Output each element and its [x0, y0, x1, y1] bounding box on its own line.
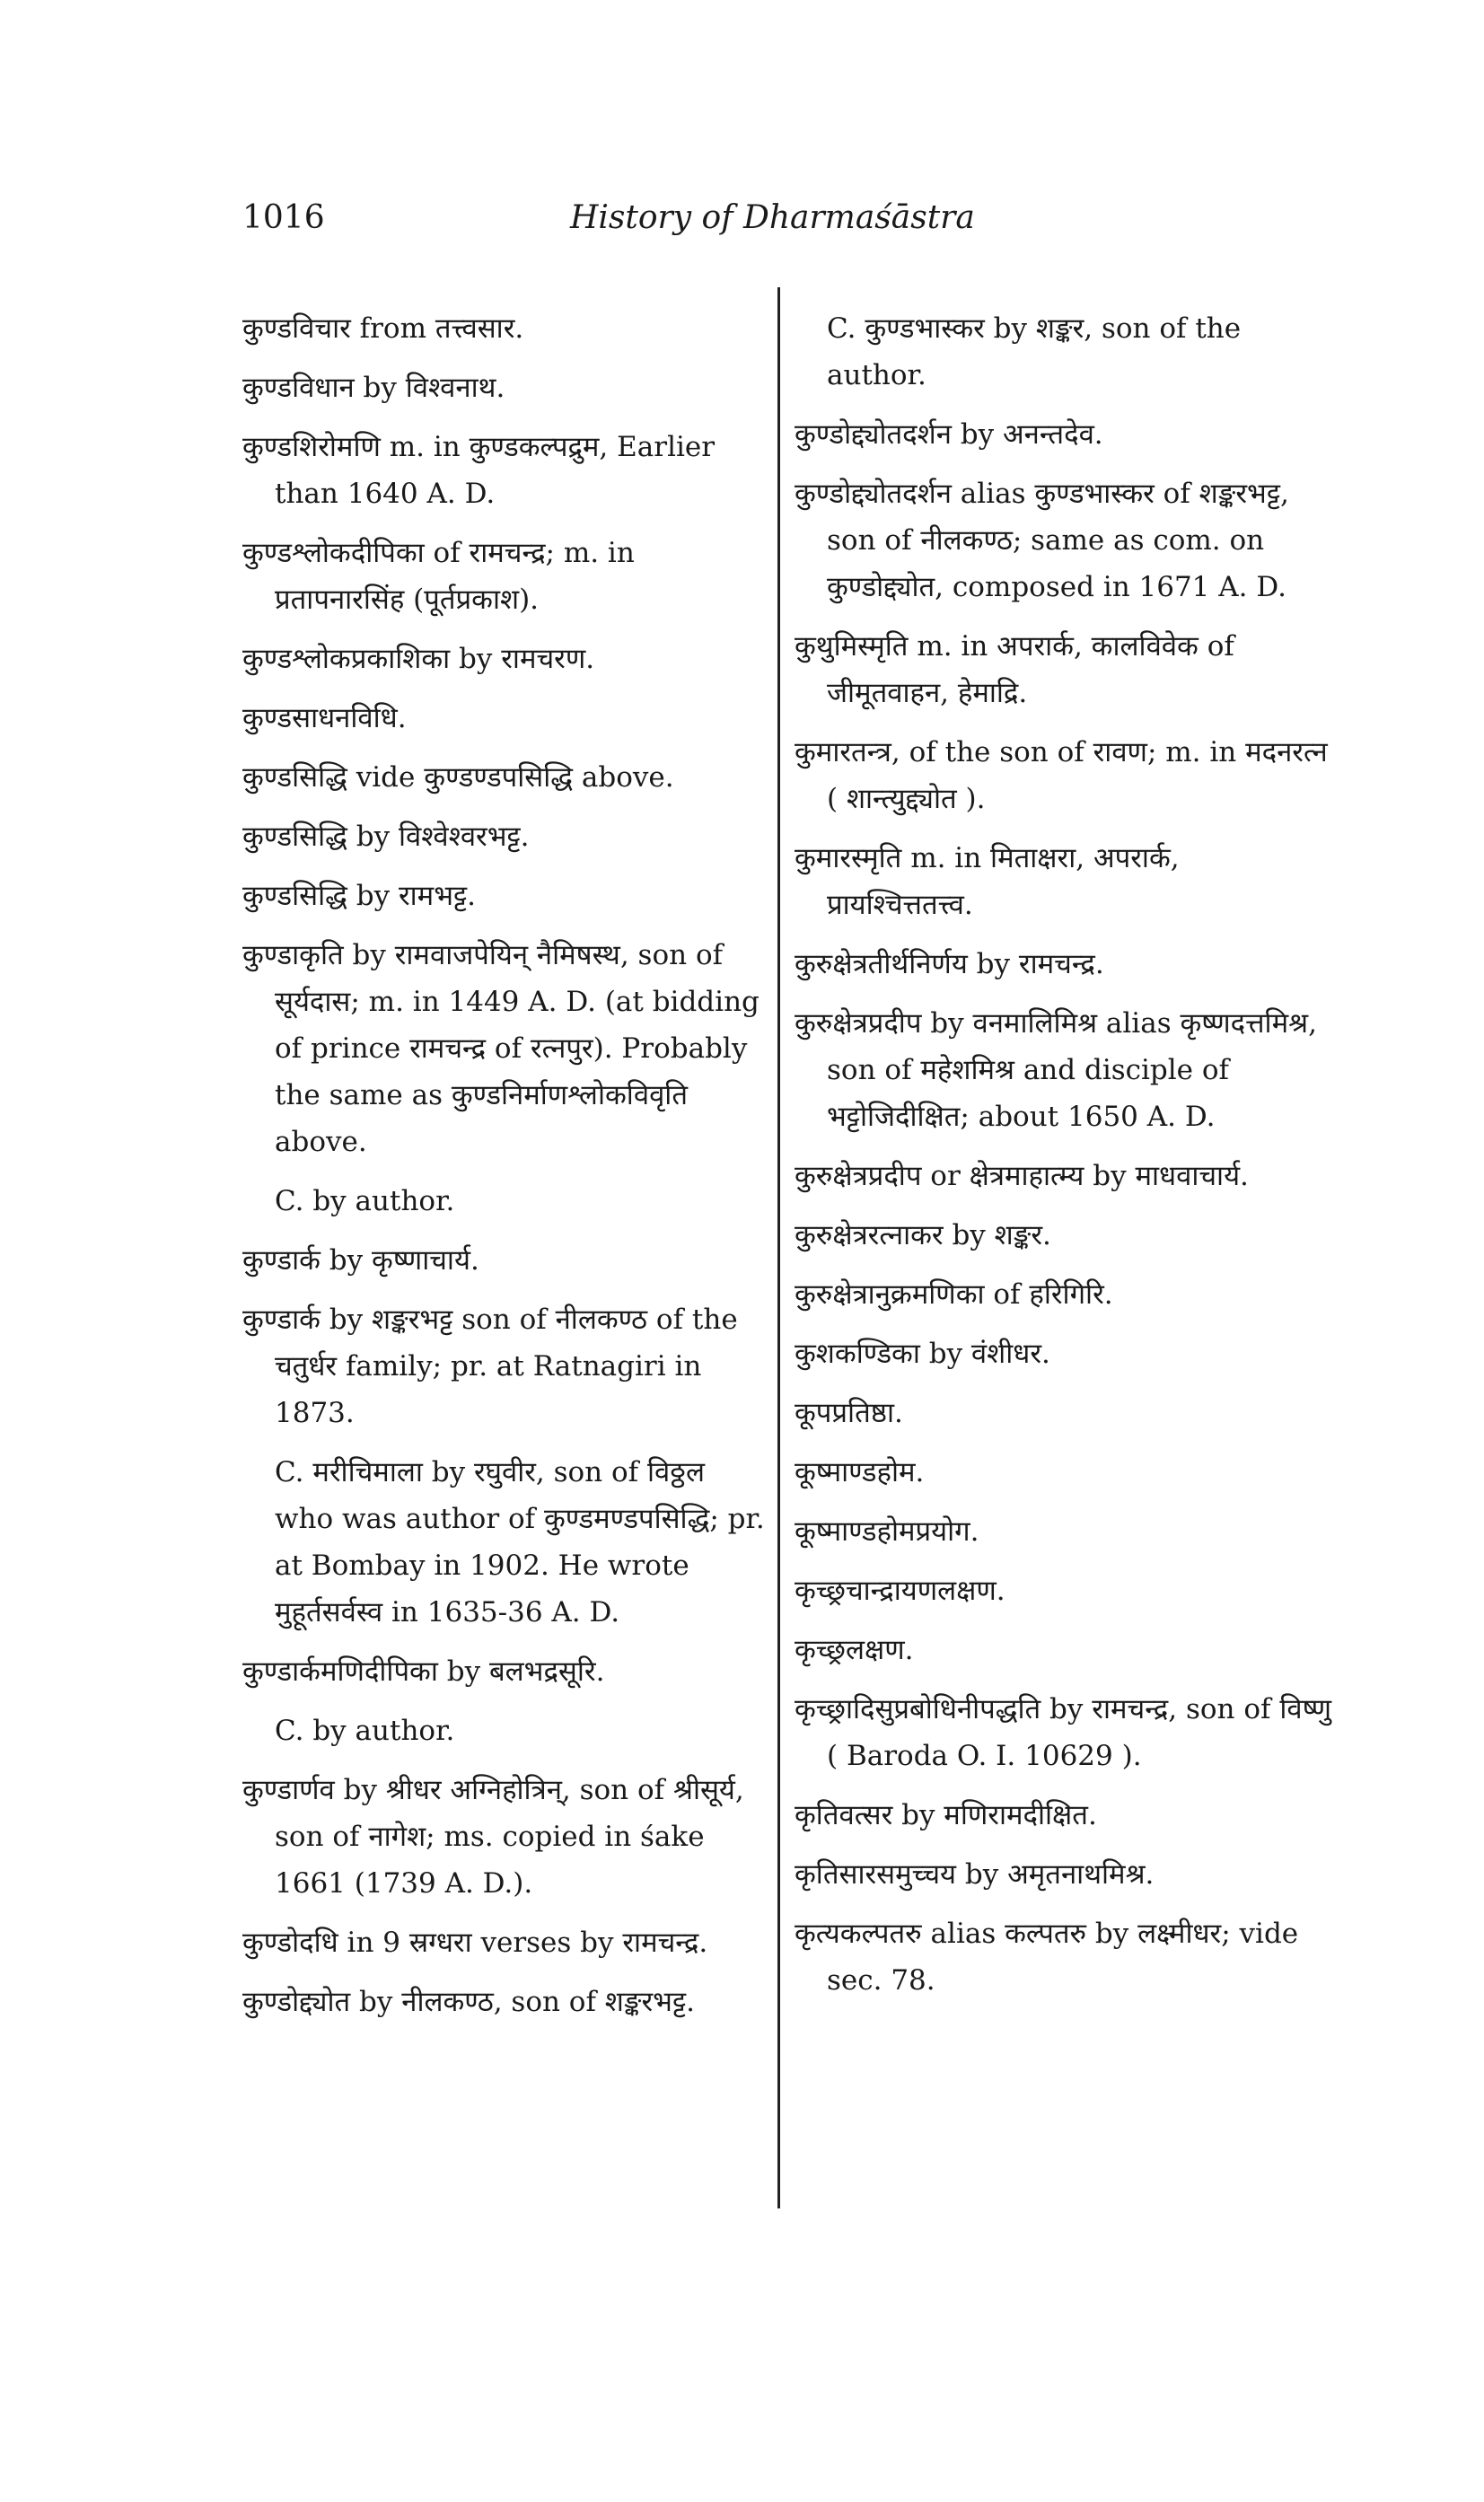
page-header [242, 199, 979, 244]
index-entry: कुमारस्मृति m. in मिताक्षरा, अपरार्क, प्रायश्चित्ततत्त्व. [795, 842, 1180, 921]
index-entry: कुण्डसाधनविधि. [242, 702, 407, 734]
index-entry: C. मरीचिमाला by रघुवीर, son of विठ्ठल who was author of कुण्डमण्डपसिद्धि; pr. at Bombay in 1902. He wrote मुहूर्तसर्वस्व in 1635-36 A. D. [275, 1456, 765, 1628]
index-entry: कुण्डश्लोकप्रकाशिका by रामचरण. [242, 643, 595, 675]
index-entry: C. by author. [275, 1715, 455, 1747]
index-entry: कुण्डार्कमणिदीपिका by बलभद्रसूरि. [242, 1655, 605, 1688]
index-entry: C. कुण्डभास्कर by शङ्कर, son of the author. [827, 312, 1242, 391]
index-entry: कृच्छ्रलक्षण. [795, 1634, 914, 1666]
index-entry: कुण्डोद्द्योतदर्शन by अनन्तदेव. [795, 418, 1103, 451]
index-entry: कुशकण्डिका by वंशीधर. [795, 1338, 1050, 1370]
index-entry: कृच्छ्रचान्द्रायणलक्षण. [795, 1575, 1005, 1607]
index-entry: कुण्डोदधि in 9 स्रग्धरा verses by रामचन्द्र. [242, 1927, 708, 1959]
index-entry: कुण्डसिद्धि by रामभट्ट. [242, 880, 477, 912]
index-entry: कृतिसारसमुच्चय by अमृतनाथमिश्र. [795, 1858, 1155, 1891]
index-entry: कुमारतन्त्र, of the son of रावण; m. in मदनरत्न ( शान्त्युद्द्योत ). [795, 736, 1328, 815]
index-entry: कुण्डसिद्धि by विश्वेश्वरभट्ट. [242, 821, 530, 853]
index-entry: कुण्डार्क by शङ्करभट्ट son of नीलकण्ठ of the चतुर्धर family; pr. at Ratnagiri in 1873. [242, 1304, 738, 1429]
index-entry: कुण्डश्लोकदीपिका of रामचन्द्र; m. in प्रतापनारसिंह (पूर्तप्रकाश). [242, 537, 635, 616]
index-entry: कुण्डविधान by विश्वनाथ. [242, 372, 505, 404]
index-entry: कूष्माण्डहोम. [795, 1456, 925, 1488]
index-entry: कुरुक्षेत्ररत्नाकर by शङ्कर. [795, 1219, 1051, 1251]
page-number: 1016 [242, 199, 325, 236]
index-entry: C. by author. [275, 1185, 455, 1217]
index-entry: कूपप्रतिष्ठा. [795, 1397, 903, 1429]
running-title: History of Dharmaśāstra [570, 199, 975, 236]
index-entry: कृच्छ्रादिसुप्रबोधिनीपद्धति by रामचन्द्र, son of विष्णु ( Baroda O. I. 10629 ). [795, 1693, 1331, 1772]
index-entry: कुण्डोद्द्योतदर्शन alias कुण्डभास्कर of शङ्करभट्ट, son of नीलकण्ठ; same as com. on कुण्डोद्द्योत, composed in 1671 A. D. [795, 478, 1289, 603]
index-entry: कृतिवत्सर by मणिरामदीक्षित. [795, 1799, 1097, 1831]
index-entry: कुण्डाकृति by रामवाजपेयिन् नैमिषस्थ, son of सूर्यदास; m. in 1449 A. D. (at bidding of prince रामचन्द्र of रत्नपुर). Probably the same as कुण्डनिर्माणश्लोकविवृति above. [242, 939, 760, 1158]
index-entry: कूष्माण्डहोमप्रयोग. [795, 1515, 979, 1548]
index-entry: कृत्यकल्पतरु alias कल्पतरु by लक्ष्मीधर; vide sec. 78. [795, 1918, 1299, 1997]
right-column [795, 305, 1333, 2016]
index-entry: कुण्डशिरोमणि m. in कुण्डकल्पद्रुम, Earlier than 1640 A. D. [242, 431, 716, 510]
index-entry: कुरुक्षेत्रतीर्थनिर्णय by रामचन्द्र. [795, 948, 1104, 980]
index-entry: कुण्डोद्द्योत by नीलकण्ठ, son of शङ्करभट्ट. [242, 1986, 695, 2018]
index-entry: कुण्डविचार from तत्त्वसार. [242, 312, 524, 345]
left-column [242, 305, 768, 2038]
index-entry: कुण्डसिद्धि vide कुण्डण्डपसिद्धि above. [242, 761, 674, 794]
index-entry: कुण्डार्क by कृष्णाचार्य. [242, 1244, 479, 1277]
index-entry: कुण्डार्णव by श्रीधर अग्निहोत्रिन्, son of श्रीसूर्य, son of नागेश; ms. copied in śake 1661 (1739 A. D.). [242, 1774, 744, 1900]
index-entry: कुरुक्षेत्रप्रदीप or क्षेत्रमाहात्म्य by माधवाचार्य. [795, 1160, 1249, 1192]
index-entry: कुरुक्षेत्रानुक्रमणिका of हरिगिरि. [795, 1278, 1113, 1311]
column-divider [777, 287, 780, 2208]
index-entry: कुरुक्षेत्रप्रदीप by वनमालिमिश्र alias कृष्णदत्तमिश्र, son of महेशमिश्र and disciple of भट्टोजिदीक्षित; about 1650 A. D. [795, 1007, 1317, 1133]
index-entry: कुथुमिस्मृति m. in अपरार्क, कालविवेक of जीमूतवाहन, हेमाद्रि. [795, 630, 1234, 709]
